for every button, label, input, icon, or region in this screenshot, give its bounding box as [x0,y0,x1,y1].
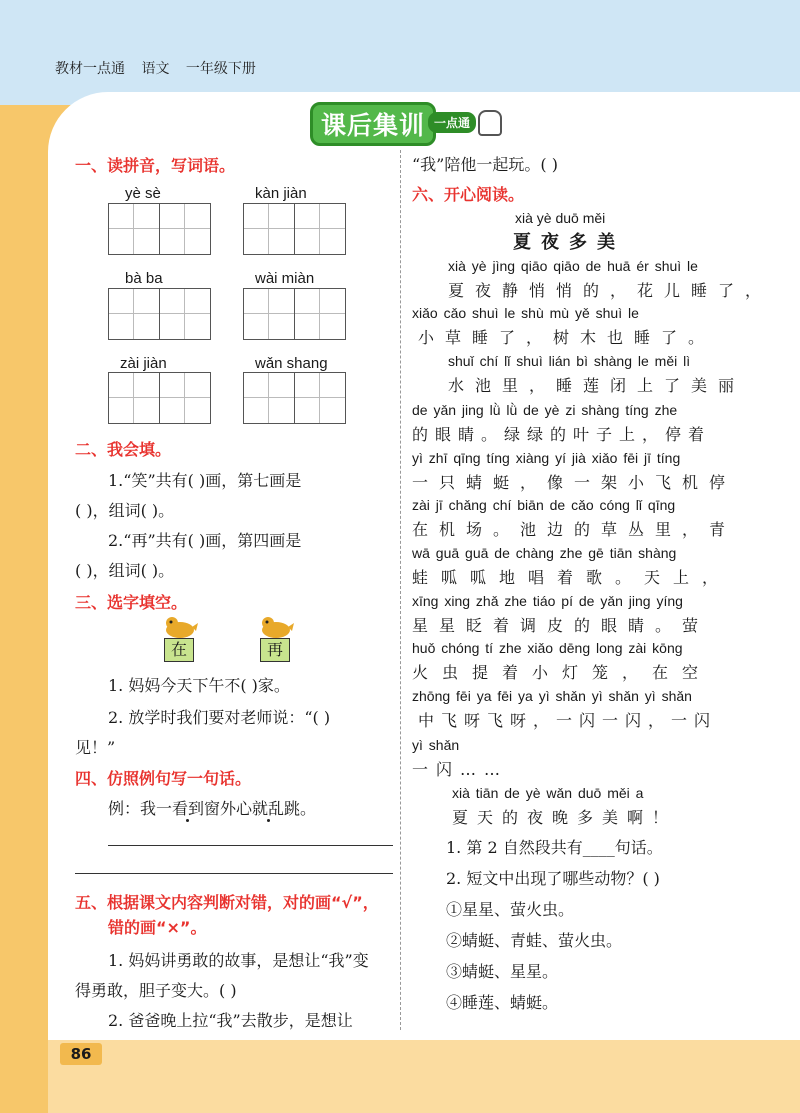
story-line-2: 小草睡了，树木也睡了。 [418,328,716,347]
writing-grid-1[interactable] [108,203,209,255]
subject-label: 语文 [141,61,170,77]
story-line-10: 中飞呀飞呀，一闪一闪，一闪 [418,711,718,730]
section-5-title-line-2: 错的画“×”。 [108,918,207,937]
section-4-title: 四、仿照例句写一句话。 [75,769,252,788]
s2-line-4: ( )，组词( )。 [75,561,175,580]
pinyin-zaijian: zài jiàn [120,355,167,372]
story-pinyin-4: de yǎn jing lǜ lǜ de yè zi shàng tíng zhe [412,402,678,418]
section-5-title-line-1: 五、根据课文内容判断对错，对的画“√”， [75,893,379,912]
story-pinyin-9: huǒ chóng tí zhe xiǎo dēng long zài kōng [412,640,683,656]
story-pinyin-8: xīng xing zhǎ zhe tiáo pí de yǎn jing yíng [412,593,683,609]
writing-grid-3[interactable] [108,288,209,340]
s5-line-3: 2. 爸爸晚上拉“我”去散步，是想让 [108,1011,353,1030]
example-sentence: 例：我一看到窗外心就乱跳。 [108,799,317,818]
story-pinyin-6: zài jī chǎng chí biān de cǎo cóng lǐ qīng [412,497,676,513]
pinyin-baba: bà ba [125,270,163,287]
page-number: 86 [60,1043,102,1065]
page-bottom-band [48,1040,800,1113]
s2-line-1: 1.“笑”共有( )画，第七画是 [108,471,302,490]
pinyin-kanjian: kàn jiàn [255,185,307,202]
story-pinyin-11: yì shǎn [412,737,460,753]
story-line-3: 水池里，睡莲闭上了美丽 [448,376,746,395]
banner-subtitle: 一点通 [428,112,476,133]
option-3: ③蜻蜓、星星。 [446,962,559,981]
choice-char-zai2: 再 [260,638,290,662]
emphasis-dot [186,819,189,822]
s5-line-4: “我”陪他一起玩。( ) [412,155,558,174]
option-1: ①星星、萤火虫。 [446,900,575,919]
question-2: 2. 短文中出现了哪些动物？( ) [446,869,660,888]
answer-line-1[interactable] [108,845,393,846]
s5-line-1: 1. 妈妈讲勇敢的故事，是想让“我”变 [108,951,369,970]
section-6-title: 六、开心阅读。 [412,185,525,204]
banner-title: 课后集训 [310,102,436,146]
column-divider [400,150,401,1030]
s5-line-2: 得勇敢，胆子变大。( ) [75,981,237,1000]
story-line-6: 在机场。池边的草丛里，青 [412,520,737,539]
story-line-8: 星星眨着调皮的眼睛。萤 [412,616,710,635]
s3-line-1: 1. 妈妈今天下午不( )家。 [108,676,290,695]
story-pinyin-1: xià yè jìng qiāo qiāo de huā ér shuì le [448,258,698,274]
story-line-5: 一只蜻蜓，像一架小飞机停 [412,473,737,492]
pinyin-waimian: wài miàn [255,270,315,287]
pinyin-yese: yè sè [125,185,161,202]
story-pinyin-10: zhōng fēi ya fēi ya yì shǎn yì shǎn yì shǎn [412,688,692,704]
book-title: 教材一点通 [55,61,125,77]
option-2: ②蜻蜓、青蛙、萤火虫。 [446,931,623,950]
section-2-title: 二、我会填。 [75,440,172,459]
story-end-line: 夏天的夜晚多美啊！ [452,808,678,827]
book-header [55,58,268,78]
s2-line-3: 2.“再”共有( )画，第四画是 [108,531,302,550]
story-line-1: 夏夜静悄悄的，花儿睡了， [448,281,773,300]
s3-line-2: 2. 放学时我们要对老师说：“( ) [108,708,331,727]
story-line-7: 蛙呱呱地唱着歌。天上， [412,568,732,587]
question-1: 1. 第 2 自然段共有____句话。 [446,838,663,857]
answer-line-2[interactable] [75,873,393,874]
writing-grid-6[interactable] [243,372,344,424]
writing-grid-2[interactable] [243,203,344,255]
emphasis-dot [267,819,270,822]
story-pinyin-3: shuǐ chí lǐ shuì lián bì shàng le měi lì [448,353,691,369]
section-3-title: 三、选字填空。 [75,593,188,612]
story-end-pinyin: xià tiān de yè wǎn duō měi a [452,785,644,801]
option-4: ④睡莲、蜻蜓。 [446,993,559,1012]
story-line-4: 的眼睛。绿绿的叶子上，停着 [412,425,712,444]
story-title-pinyin: xià yè duō měi [515,210,606,226]
pointing-hand-icon [478,110,502,136]
pinyin-wanshang: wǎn shang [255,355,328,372]
story-title: 夏夜多美 [513,232,625,253]
story-pinyin-5: yì zhī qīng tíng xiàng yí jià xiǎo fēi jī tíng [412,450,681,466]
section-banner [310,102,490,140]
writing-grid-4[interactable] [243,288,344,340]
story-pinyin-2: xiǎo cǎo shuì le shù mù yě shuì le [412,305,639,321]
s2-line-2: ( )，组词( )。 [75,501,175,520]
writing-grid-5[interactable] [108,372,209,424]
story-line-11: 一闪…… [412,760,509,779]
section-1-title: 一、读拼音，写词语。 [75,156,236,175]
s3-line-3: 见！” [75,738,116,757]
choice-char-zai: 在 [164,638,194,662]
story-pinyin-7: wā guā guā de chàng zhe gē tiān shàng [412,545,677,561]
grade-label: 一年级下册 [185,61,256,77]
story-line-9: 火虫提着小灯笼，在空 [412,663,713,682]
